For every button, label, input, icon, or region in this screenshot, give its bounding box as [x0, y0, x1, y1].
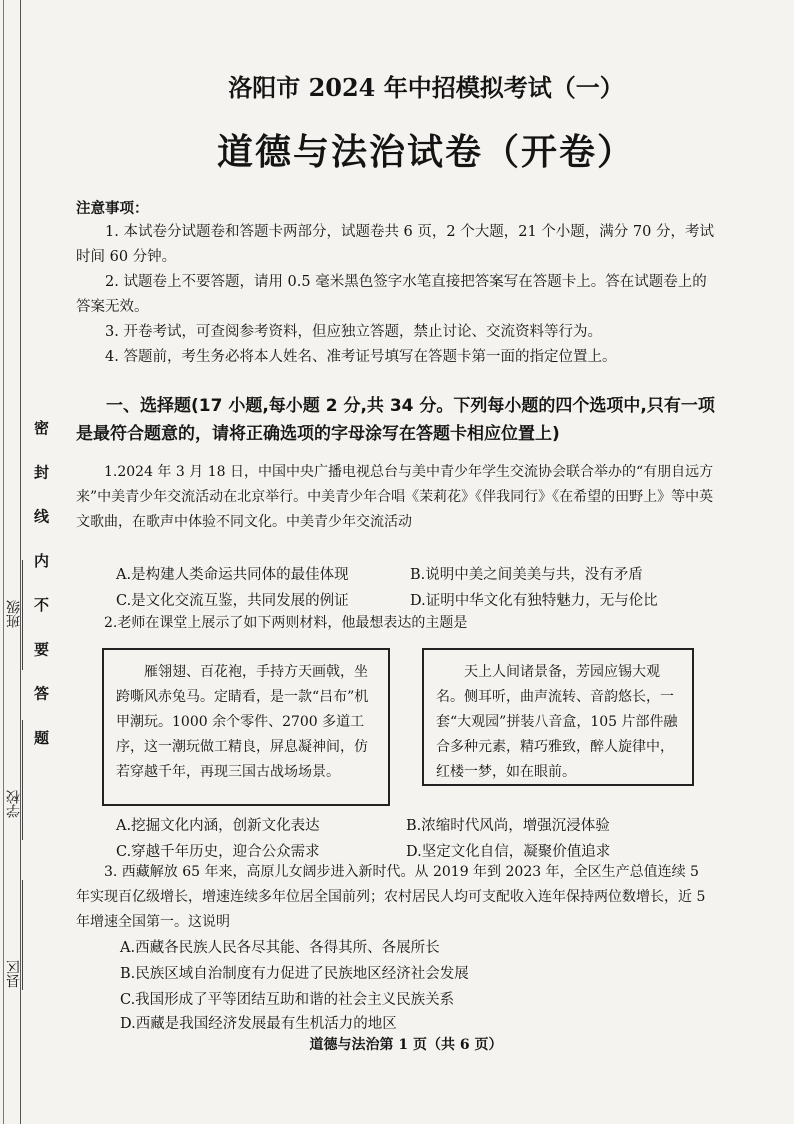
q3-option-d[interactable]: D.西藏是我国经济发展最有生机活力的地区: [120, 1016, 397, 1032]
notice-item: 1. 本试卷分试题卷和答题卡两部分，试题卷共 6 页，2 个大题，21 个小题，满分 70 分，考试时间 60 分钟。: [76, 224, 714, 265]
county-blank[interactable]: [22, 880, 39, 990]
binding-margin: [0, 0, 58, 1124]
q1-option-c[interactable]: C.是文化交流互鉴，共同发展的例证: [116, 593, 349, 609]
school-blank[interactable]: [22, 720, 39, 840]
exam-subtitle: 道德与法治试卷（开卷）: [216, 132, 635, 173]
q1-option-a[interactable]: A.是构建人类命运共同体的最佳体现: [116, 567, 349, 583]
notice-item: 3. 开卷考试，可查阅参考资料，但应独立答题，禁止讨论、交流资料等行为。: [105, 324, 602, 340]
notice-heading: 注意事项：: [76, 200, 149, 217]
q2-option-b[interactable]: B.浓缩时代风尚，增强沉浸体验: [406, 818, 610, 834]
school-label: 学校: [6, 790, 22, 818]
material-box-1: 雁翎翅、百花袍，手持方天画戟，坐跨嘶风赤兔马。定睛看，是一款“吕布”机甲潮玩。1000 余个零件、2700 多道工序，这一潮玩做工精良，屏息凝神间，仿若穿越千年，再现三国古战场场景。: [102, 648, 390, 806]
seal-notice: 密 封 线 内 不 要 答 题: [32, 420, 50, 757]
q3-option-b[interactable]: B.民族区域自治制度有力促进了民族地区经济社会发展: [120, 966, 469, 982]
notice-item: 2. 试题卷上不要答题，请用 0.5 毫米黑色签字水笔直接把答案写在答题卡上。答在试题卷上的答案无效。: [76, 274, 707, 315]
material-box-2: 天上人间诸景备，芳园应锡大观名。侧耳听，曲声流转、音韵悠长，一套“大观园”拼装八音盒，105 片部件融合多种元素，精巧雅致，醉人旋律中，红楼一梦，如在眼前。: [422, 648, 694, 786]
notice-item: 4. 答题前，考生务必将本人姓名、准考证号填写在答题卡第一面的指定位置上。: [105, 349, 617, 365]
q1-option-b[interactable]: B.说明中美之间美美与共，没有矛盾: [410, 567, 643, 583]
q2-option-a[interactable]: A.挖掘文化内涵，创新文化表达: [116, 818, 320, 834]
county-label: 县区: [6, 960, 22, 988]
question-2-stem: 2.老师在课堂上展示了如下两则材料，他最想表达的主题是: [104, 615, 468, 631]
question-1-stem: 1.2024 年 3 月 18 日，中国中央广播电视总台与美中青少年学生交流协会联合举办的“有朋自远方来”中美青少年交流活动在北京举行。中美青少年合唱《茉莉花》《伴我同行》《在希望的田野上》等中英文歌曲，在歌声中体验不同文化。中美青少年交流活动: [76, 464, 714, 530]
q2-option-c[interactable]: C.穿越千年历史，迎合公众需求: [116, 844, 320, 860]
q1-option-d[interactable]: D.证明中华文化有独特魅力，无与伦比: [410, 593, 658, 609]
class-label: 班级: [6, 600, 22, 628]
binding-line: [20, 0, 21, 1124]
question-3-stem: 3. 西藏解放 65 年来，高原儿女阔步进入新时代。从 2019 年到 2023 年，全区生产总值连续 5 年实现百亿级增长，增速连续多年位居全国前列；农村居民人均可支配收入连年保持两位数增长，近 5 年增速全国第一。这说明: [76, 864, 706, 930]
page-footer: 道德与法治第 1 页（共 6 页）: [309, 1037, 503, 1053]
q3-option-a[interactable]: A.西藏各民族人民各尽其能、各得其所、各展所长: [120, 940, 440, 956]
class-blank[interactable]: [22, 560, 39, 670]
binding-edge-line: [3, 0, 4, 1124]
q2-option-d[interactable]: D.坚定文化自信，凝聚价值追求: [406, 844, 611, 860]
exam-title: 洛阳市 2024 年中招模拟考试（一）: [228, 73, 624, 102]
q3-option-c[interactable]: C.我国形成了平等团结互助和谐的社会主义民族关系: [120, 992, 455, 1008]
section-heading: 一、选择题(17 小题,每小题 2 分,共 34 分。下列每小题的四个选项中,只有一项是最符合题意的，请将正确选项的字母涂写在答题卡相应位置上): [76, 396, 715, 444]
